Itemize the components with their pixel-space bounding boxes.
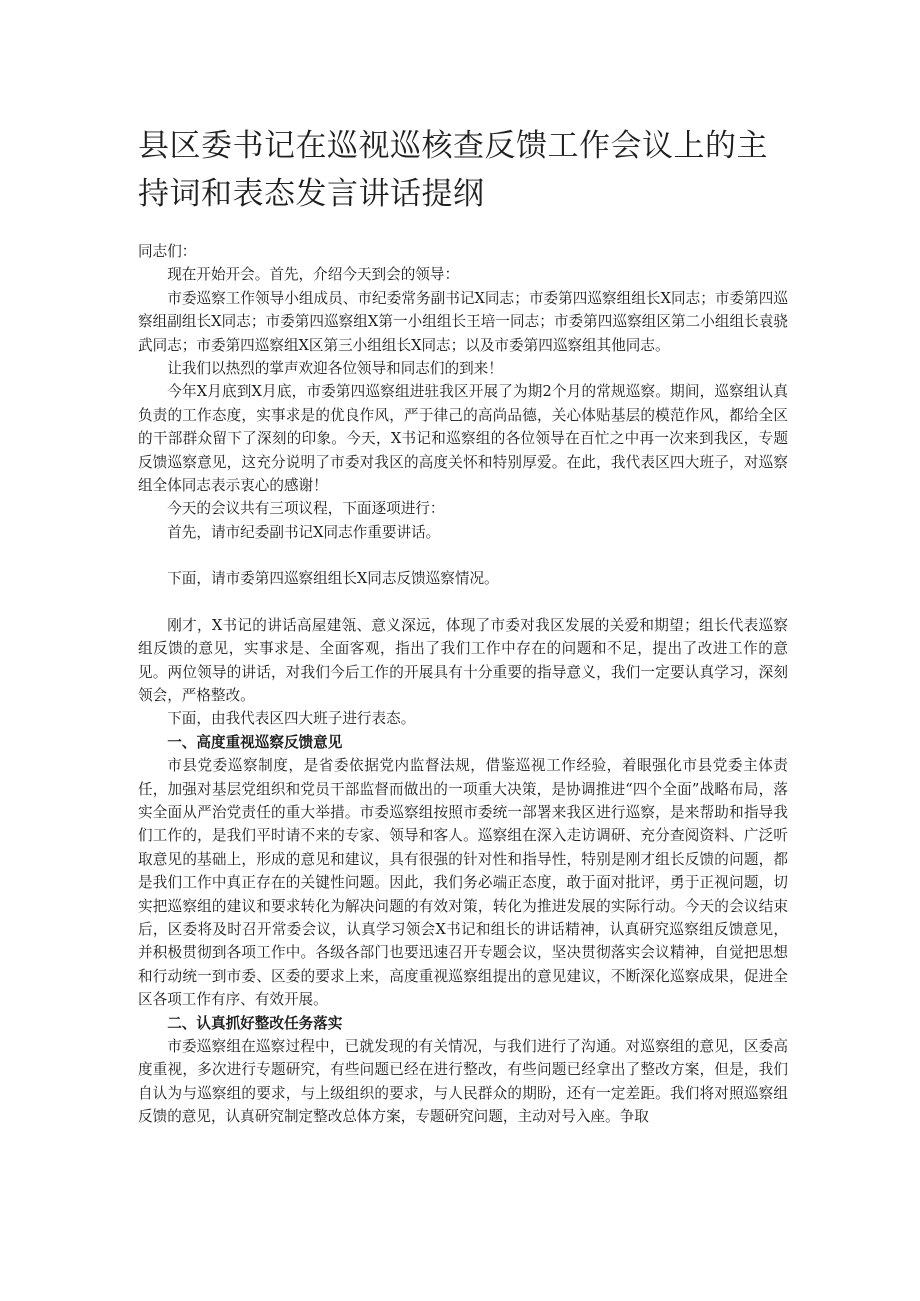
paragraph-agenda-item-1: 首先，请市纪委副书记X同志作重要讲话。: [167, 523, 441, 541]
paragraph-opening: 现在开始开会。首先，介绍今天到会的领导：: [167, 266, 460, 284]
paragraph-agenda: 今天的会议共有三项议程，下面逐项进行：: [167, 500, 445, 518]
section-heading-2: 二、认真抓好整改任务落实: [167, 1014, 343, 1032]
paragraph-summary-remarks: 刚才，X书记的讲话高屋建瓴、意义深远，体现了市委对我区发展的关爱和期望；组长代表巡察组反馈的意见，实事求是、全面客观，指出了我们工作中存在的问题和不足，提出了改进工作的意见。两位领导的讲话，对我们今后工作的开展具有十分重要的指导意义，我们一定要认真学习，深刻领会，严格整改。: [138, 616, 788, 704]
document-title: 县区委书记在巡视巡核查反馈工作会议上的主持词和表态发言讲话提纲: [138, 128, 768, 212]
section-heading-1: 一、高度重视巡察反馈意见: [167, 733, 343, 751]
paragraph-statement-intro: 下面，由我代表区四大班子进行表态。: [167, 710, 416, 728]
section-body-2: 市委巡察组在巡察过程中，已就发现的有关情况，与我们进行了沟通。对巡察组的意见，区委高度重视，多次进行专题研究，有些问题已经在进行整改，有些问题已经拿出了整改方案，但是，我们自认为与巡察组的要求，与上级组织的要求，与人民群众的期盼，还有一定差距。我们将对照巡察组反馈的意见，认真研究制定整改总体方案，专题研究问题，主动对号入座。争取: [138, 1038, 788, 1126]
paragraph-inspection-background: 今年X月底到X月底，市委第四巡察组进驻我区开展了为期2个月的常规巡察。期间，巡察组认真负责的工作态度，实事求是的优良作风，严于律己的高尚品德，关心体贴基层的模范作风，都给全区的干部群众留下了深刻的印象。今天，X书记和巡察组的各位领导在百忙之中再一次来到我区，专题反馈巡察意见，这充分说明了市委对我区的高度关怀和特别厚爱。在此，我代表区四大班子，对巡察组全体同志表示衷心的感谢！: [138, 383, 788, 495]
section-body-1: 市县党委巡察制度，是省委依据党内监督法规，借鉴巡视工作经验，着眼强化市县党委主体责任，加强对基层党组织和党员干部监督而做出的一项重大决策，是协调推进“四个全面”战略布局，落实全面从严治党责任的重大举措。市委巡察组按照市委统一部署来我区进行巡察，是来帮助和指导我们工作的，是我们平时请不来的专家、领导和客人。巡察组在深入走访调研、充分查阅资料、广泛听取意见的基础上，形成的意见和建议，具有很强的针对性和指导性，特别是刚才组长反馈的问题，都是我们工作中真正存在的关键性问题。因此，我们务必端正态度，敢于面对批评，勇于正视问题，切实把巡察组的建议和要求转化为解决问题的有效对策，转化为推进发展的实际行动。今天的会议结束后，区委将及时召开常委会议，认真学习领会X书记和组长的讲话精神，认真研究巡察组反馈意见，并积极贯彻到各项工作中。各级各部门也要迅速召开专题会议，坚决贯彻落实会议精神，自觉把思想和行动统一到市委、区委的要求上来，高度重视巡察组提出的意见建议，不断深化巡察成果，促进全区各项工作有序、有效开展。: [138, 757, 788, 1009]
paragraph-agenda-item-2: 下面，请市委第四巡察组组长X同志反馈巡察情况。: [167, 570, 499, 588]
paragraph-welcome: 让我们以热烈的掌声欢迎各位领导和同志们的到来！: [167, 360, 503, 378]
paragraph-leader-introduction: 市委巡察工作领导小组成员、市纪委常务副书记X同志；市委第四巡察组组长X同志；市委第四巡察组副组长X同志；市委第四巡察组X第一小组组长王培一同志；市委第四巡察组区第二小组组长袁骁武同志；市委第四巡察组X区第三小组组长X同志；以及市委第四巡察组其他同志。: [138, 289, 788, 354]
document-page: [138, 122, 788, 1129]
salutation: 同志们：: [138, 243, 197, 260]
